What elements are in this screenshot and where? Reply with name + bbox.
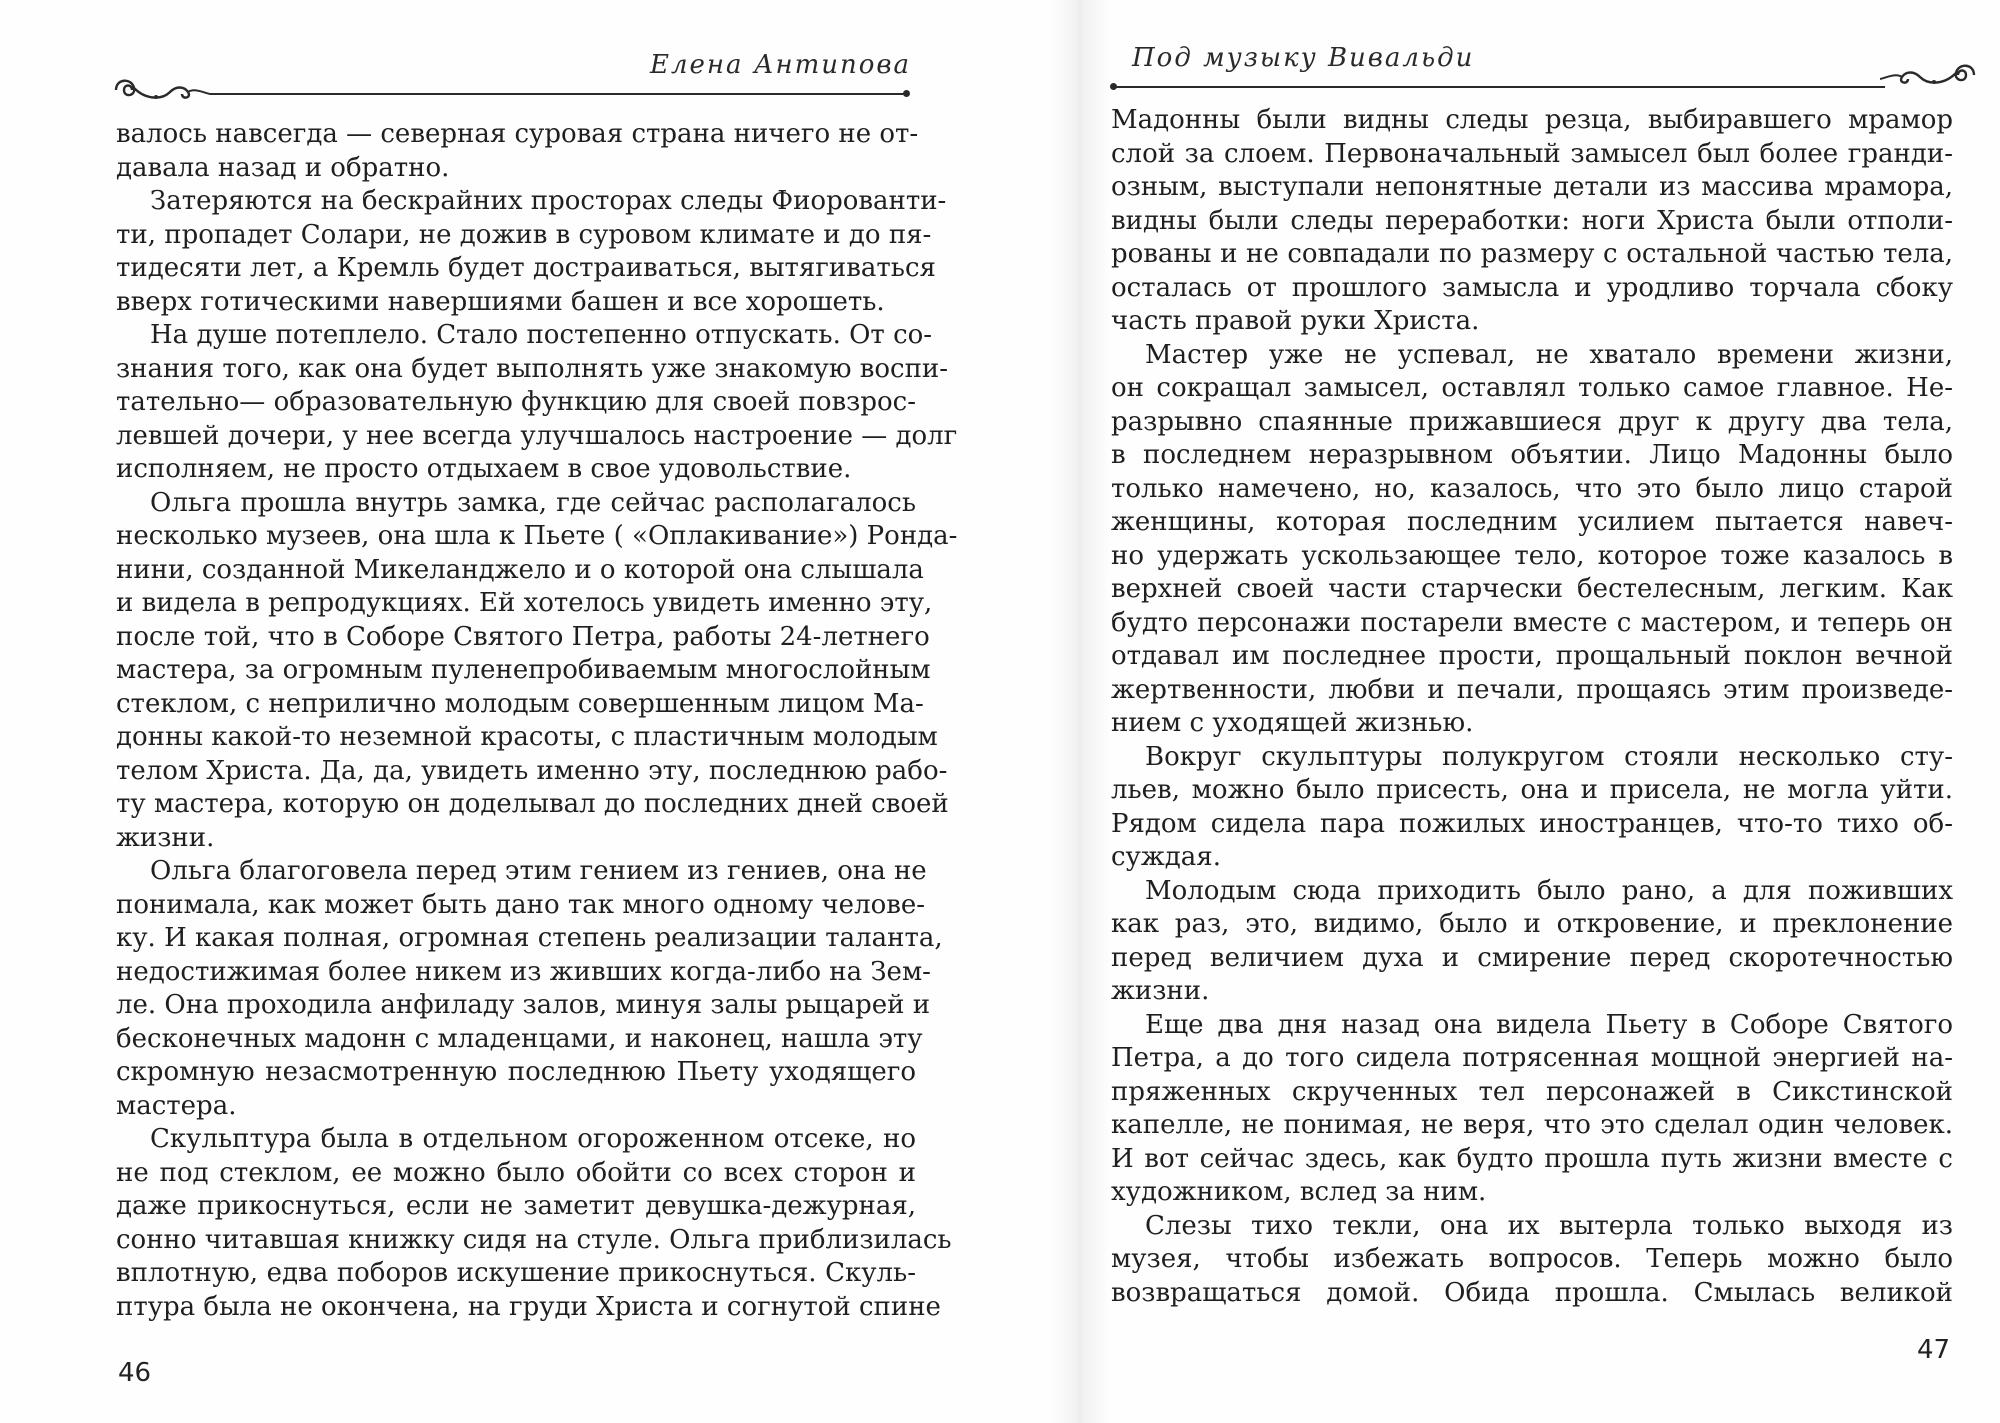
text-line: недостижимая более никем из живших когда-либо на Зем- <box>116 956 931 987</box>
text-line: телом Христа. Да, да, увидеть именно эту, последнюю рабо- <box>116 755 948 786</box>
text-line: мастера. <box>116 1090 237 1121</box>
text-line: ту мастера, которую он доделывал до последних дней своей <box>116 789 949 819</box>
text-line: тидесяти лет, а Кремль будет достраиваться, вытягиваться <box>116 253 936 283</box>
text-line: даже прикоснуться, если не заметит девушка-дежурная, <box>116 1191 916 1221</box>
text-line: Слезы тихо текли, она их вытерла только выходя из <box>1145 1210 1953 1241</box>
text-line: бесконечных мадонн с младенцами, и наконец, нашла эту <box>116 1023 923 1054</box>
text-line: видны были следы переработки: ноги Христа были отполи- <box>1111 205 1953 236</box>
text-line: нием с уходящей жизнью. <box>1111 708 1474 738</box>
text-line: Молодым сюда приходить было рано, а для поживших <box>1145 875 1953 906</box>
text-line: Затеряются на бескрайних просторах следы Фиорованти- <box>150 186 947 216</box>
text-line: художником, вслед за ним. <box>1111 1177 1487 1207</box>
text-line: исполняем, не просто отдыхаем в свое удовольствие. <box>116 454 852 484</box>
text-line: суждая. <box>1111 842 1221 872</box>
text-line: капелле, не понимая, не веря, что это сделал один человек. <box>1111 1110 1953 1140</box>
page-number-left: 46 <box>118 1358 152 1388</box>
text-line: вверх готическими навершиями башен и все хорошеть. <box>116 286 885 317</box>
text-line: Еще два дня назад она видела Пьету в Соборе Святого <box>1145 1009 1953 1040</box>
text-line: понимала, как может быть дано так много одному челове- <box>116 889 926 920</box>
text-line: жертвенности, любви и печали, прощаясь этим произведе- <box>1111 674 1953 705</box>
header-rule-dot <box>903 90 910 97</box>
text-line: скромную незасмотренную последнюю Пьету уходящего <box>116 1057 916 1087</box>
text-line: будто персонажи постарели вместе с мастером, и теперь он <box>1111 607 1953 638</box>
text-line: часть правой руки Христа. <box>1111 306 1480 336</box>
text-line: перед величием духа и смирение перед скоротечностью <box>1111 942 1953 973</box>
header-rule <box>210 93 905 95</box>
flourish-ornament-icon <box>110 70 210 106</box>
flourish-ornament-icon <box>1880 55 1980 91</box>
text-line: льев, можно было присесть, она и присела, не могла уйти. <box>1111 775 1953 805</box>
text-line: знания того, как она будет выполнять уже знакомую воспи- <box>116 353 949 384</box>
text-line: женщины, которая последним усилием пытается навеч- <box>1111 507 1953 537</box>
text-line: рованы и не совпадали по размеру с остальной частью тела, <box>1111 239 1953 269</box>
text-line: Ольга благоговела перед этим гением из гениев, она не <box>150 856 927 886</box>
text-line: озным, выступали непонятные детали из массива мрамора, <box>1111 172 1953 202</box>
text-line: верхней своей части старчески бестелесным, легким. Как <box>1111 574 1953 604</box>
right-page <box>1080 0 2000 1423</box>
text-line: Мастер уже не успевал, не хватало времени жизни, <box>1145 339 1953 370</box>
right-page-body <box>1111 104 1953 1310</box>
text-line: ле. Она проходила анфиладу залов, минуя залы рыцарей и <box>116 990 931 1020</box>
text-line: Рядом сидела пара пожилых иностранцев, что-то тихо об- <box>1111 808 1953 839</box>
text-line: Скульптура была в отдельном огороженном отсеке, но <box>150 1124 916 1154</box>
text-line: он сокращал замысел, оставлял только самое главное. Не- <box>1111 373 1953 403</box>
text-line: только намечено, но, казалось, что это было лицо старой <box>1111 473 1953 504</box>
text-line: Вокруг скульптуры полукругом стояли несколько сту- <box>1145 741 1953 772</box>
text-line: птура была не окончена, на груди Христа и согнутой спине <box>116 1291 941 1322</box>
text-line: после той, что в Соборе Святого Петра, работы 24-летнего <box>116 621 930 652</box>
text-line: стеклом, с неприлично молодым совершенным лицом Ма- <box>116 688 924 719</box>
text-line: левшей дочери, у нее всегда улучшалось настроение — долг <box>116 420 958 451</box>
text-line: ти, пропадет Солари, не дожив в суровом климате и до пя- <box>116 219 932 250</box>
page-number-right: 47 <box>1917 1335 1951 1365</box>
text-line: Ольга прошла внутрь замка, где сейчас располагалось <box>150 487 916 518</box>
text-line: Мадонны были видны следы резца, выбиравшего мрамор <box>1111 105 1953 135</box>
text-line: пряженных скрученных тел персонажей в Сикстинской <box>1111 1076 1953 1107</box>
running-head-author: Елена Антипова <box>650 50 912 80</box>
text-line: осталась от прошлого замысла и уродливо торчала сбоку <box>1111 272 1953 303</box>
text-line: И вот сейчас здесь, как будто прошла путь жизни вместе с <box>1111 1143 1953 1174</box>
text-line: валось навсегда — северная суровая страна ничего не от- <box>116 119 919 149</box>
text-line: нини, созданной Микеланджело и о которой она слышала <box>116 554 924 585</box>
text-line: тательно— образовательную функцию для своей повзрос- <box>116 387 916 417</box>
text-line: как раз, это, видимо, было и откровение, и преклонение <box>1111 909 1953 939</box>
text-line: жизни. <box>116 822 215 853</box>
text-line: в последнем неразрывном объятии. Лицо Мадонны было <box>1111 440 1953 470</box>
running-head-title: Под музыку Вивальди <box>1132 43 1475 73</box>
text-line: разрывно спаянные прижавшиеся друг к другу два тела, <box>1111 406 1953 437</box>
text-line: Петра, а до того сидела потрясенная мощной энергией на- <box>1111 1043 1953 1073</box>
text-line: возвращаться домой. Обида прошла. Смылась великой <box>1111 1277 1953 1308</box>
text-line: но удержать ускользающее тело, которое тоже казалось в <box>1111 540 1953 571</box>
text-line: несколько музеев, она шла к Пьете ( «Оплакивание») Ронда- <box>116 521 958 551</box>
text-line: донны какой-то неземной красоты, с пластичным молодым <box>116 722 938 752</box>
left-page-body <box>116 118 958 1324</box>
text-line: музея, чтобы избежать вопросов. Теперь можно было <box>1111 1244 1953 1274</box>
text-line: На душе потеплело. Стало постепенно отпускать. От со- <box>150 320 933 350</box>
text-line: и видела в репродукциях. Ей хотелось увидеть именно эту, <box>116 588 933 618</box>
text-line: сонно читавшая книжку сидя на стуле. Ольга приблизилась <box>116 1224 952 1255</box>
text-line: жизни. <box>1111 976 1210 1006</box>
text-line: отдавал им последнее прости, прощальный поклон вечной <box>1111 641 1953 671</box>
text-line: мастера, за огромным пуленепробиваемым многослойным <box>116 655 931 685</box>
header-rule <box>1115 86 1885 88</box>
text-line: слой за слоем. Первоначальный замысел был более гранди- <box>1111 138 1953 169</box>
text-line: вплотную, едва поборов искушение прикоснуться. Скуль- <box>116 1258 916 1288</box>
text-line: не под стеклом, ее можно было обойти со всех сторон и <box>116 1157 916 1188</box>
text-line: ку. И какая полная, огромная степень реализации таланта, <box>116 923 943 953</box>
text-line: давала назад и обратно. <box>116 152 450 183</box>
